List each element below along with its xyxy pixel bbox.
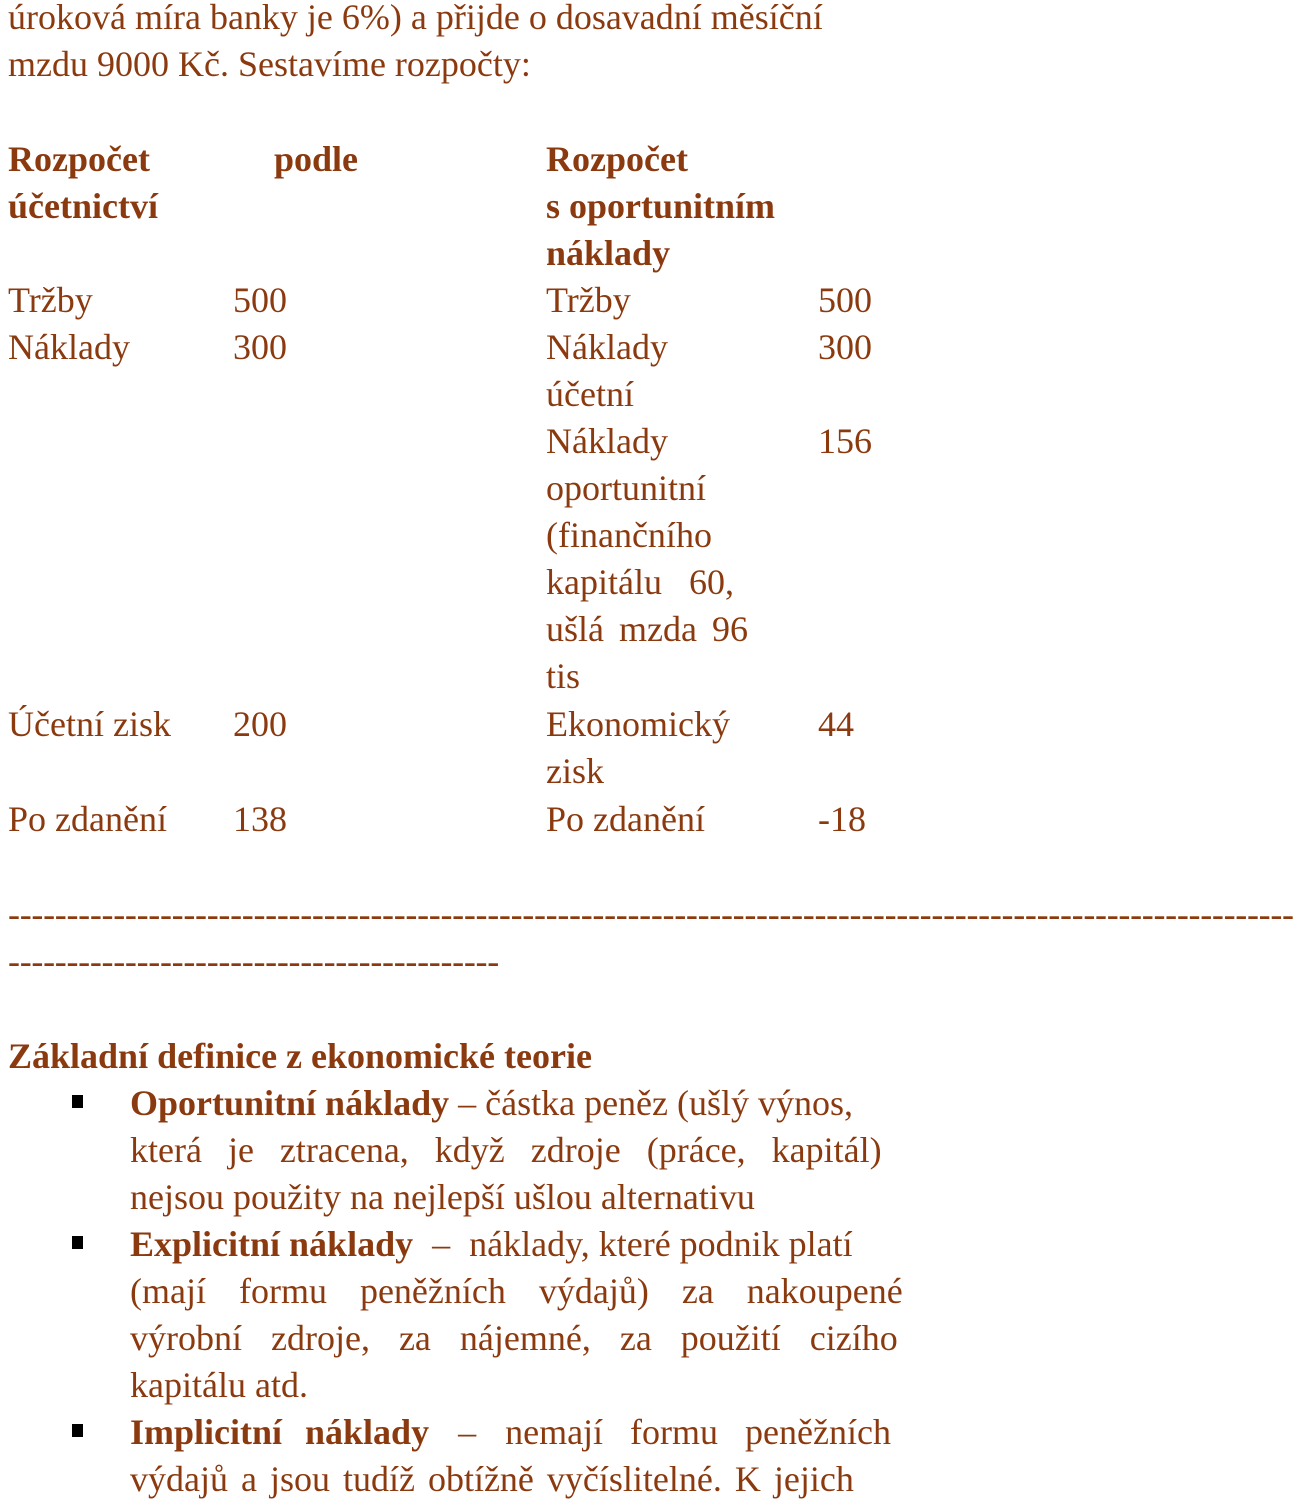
definition-oportunitni-line-3: nejsou použity na nejlepší ušlou alternativu xyxy=(130,1177,755,1217)
intro-line-2: mzdu 9000 Kč. Sestavíme rozpočty: xyxy=(8,44,531,84)
separator-line-1: -------------------------------------------------------------------------------------------------------------- xyxy=(8,894,1294,934)
accounting-row-label-naklady: Náklady xyxy=(8,327,130,367)
bullet-square-icon xyxy=(72,1424,83,1437)
definition-explicitni-line-2: (mají formu peněžních výdajů) za nakoupené xyxy=(130,1271,903,1311)
opportunity-row-label-oportunitni-5: ušlá mzda 96 xyxy=(546,609,748,649)
opportunity-row-value-naklady-ucetni: 300 xyxy=(818,327,872,367)
opportunity-row-label-oportunitni-3: (finančního xyxy=(546,515,712,555)
opportunity-row-value-ekonomicky-zisk: 44 xyxy=(818,704,854,744)
definition-dash: – xyxy=(449,1083,486,1123)
opportunity-row-label-oportunitni-1: Náklady xyxy=(546,421,668,461)
definition-explicitni-line-3: výrobní zdroje, za nájemné, za použití cizího xyxy=(130,1318,898,1358)
opportunity-row-value-oportunitni: 156 xyxy=(818,421,872,461)
accounting-row-label-ucetni-zisk: Účetní zisk xyxy=(8,704,171,744)
definition-term-explicitni: Explicitní náklady xyxy=(130,1224,414,1264)
definitions-title: Základní definice z ekonomické teorie xyxy=(8,1036,592,1076)
definition-implicitni-line-1 xyxy=(130,1409,891,1456)
opportunity-row-label-po-zdaneni: Po zdanění xyxy=(546,799,705,839)
definition-explicitni-line-1 xyxy=(130,1221,853,1268)
definition-explicitni-line-4: kapitálu atd. xyxy=(130,1365,308,1405)
definition-dash: – xyxy=(413,1224,470,1264)
opportunity-row-value-po-zdaneni: -18 xyxy=(818,799,866,839)
budget-opportunity-heading-3: náklady xyxy=(546,233,671,273)
separator-line-2: ------------------------------------------ xyxy=(8,941,499,981)
budget-accounting-heading-ucetnictvi: účetnictví xyxy=(8,186,158,226)
accounting-row-label-trzby: Tržby xyxy=(8,280,93,320)
budget-opportunity-heading-1: Rozpočet xyxy=(546,139,688,179)
accounting-row-value-ucetni-zisk: 200 xyxy=(233,704,287,744)
opportunity-row-label-naklady-ucetni-1: Náklady xyxy=(546,327,668,367)
opportunity-row-label-naklady-ucetni-2: účetní xyxy=(546,374,634,414)
opportunity-row-label-oportunitni-2: oportunitní xyxy=(546,468,706,508)
intro-line-1: úroková míra banky je 6%) a přijde o dosavadní měsíční xyxy=(8,0,823,37)
definition-oportunitni-line-2: která je ztracena, když zdroje (práce, kapitál) xyxy=(130,1130,882,1170)
budget-opportunity-heading-2: s oportunitním xyxy=(546,186,776,226)
definition-text: částka peněz (ušlý výnos, xyxy=(485,1083,854,1123)
accounting-row-value-trzby: 500 xyxy=(233,280,287,320)
opportunity-row-label-ekonomicky-zisk-2: zisk xyxy=(546,751,604,791)
accounting-row-value-naklady: 300 xyxy=(233,327,287,367)
definition-dash: – xyxy=(429,1412,506,1452)
definition-term-implicitni: Implicitní náklady xyxy=(130,1412,430,1452)
opportunity-row-value-trzby: 500 xyxy=(818,280,872,320)
bullet-square-icon xyxy=(72,1236,83,1249)
accounting-row-value-po-zdaneni: 138 xyxy=(233,799,287,839)
opportunity-row-label-trzby: Tržby xyxy=(546,280,631,320)
definition-term-oportunitni: Oportunitní náklady xyxy=(130,1083,450,1123)
budget-accounting-heading: Rozpočet xyxy=(8,139,150,179)
definition-oportunitni-line-1 xyxy=(130,1080,853,1127)
opportunity-row-label-oportunitni-6: tis xyxy=(546,656,581,696)
opportunity-row-label-ekonomicky-zisk-1: Ekonomický xyxy=(546,704,730,744)
budget-accounting-heading-podle: podle xyxy=(274,139,359,179)
opportunity-row-label-oportunitni-4: kapitálu 60, xyxy=(546,562,734,602)
definition-text: náklady, které podnik platí xyxy=(469,1224,853,1264)
accounting-row-label-po-zdaneni: Po zdanění xyxy=(8,799,167,839)
definition-text: nemají formu peněžních xyxy=(505,1412,891,1452)
bullet-square-icon xyxy=(72,1095,83,1108)
definition-implicitni-line-2: výdajů a jsou tudíž obtížně vyčíslitelné. K jejich xyxy=(130,1459,854,1499)
